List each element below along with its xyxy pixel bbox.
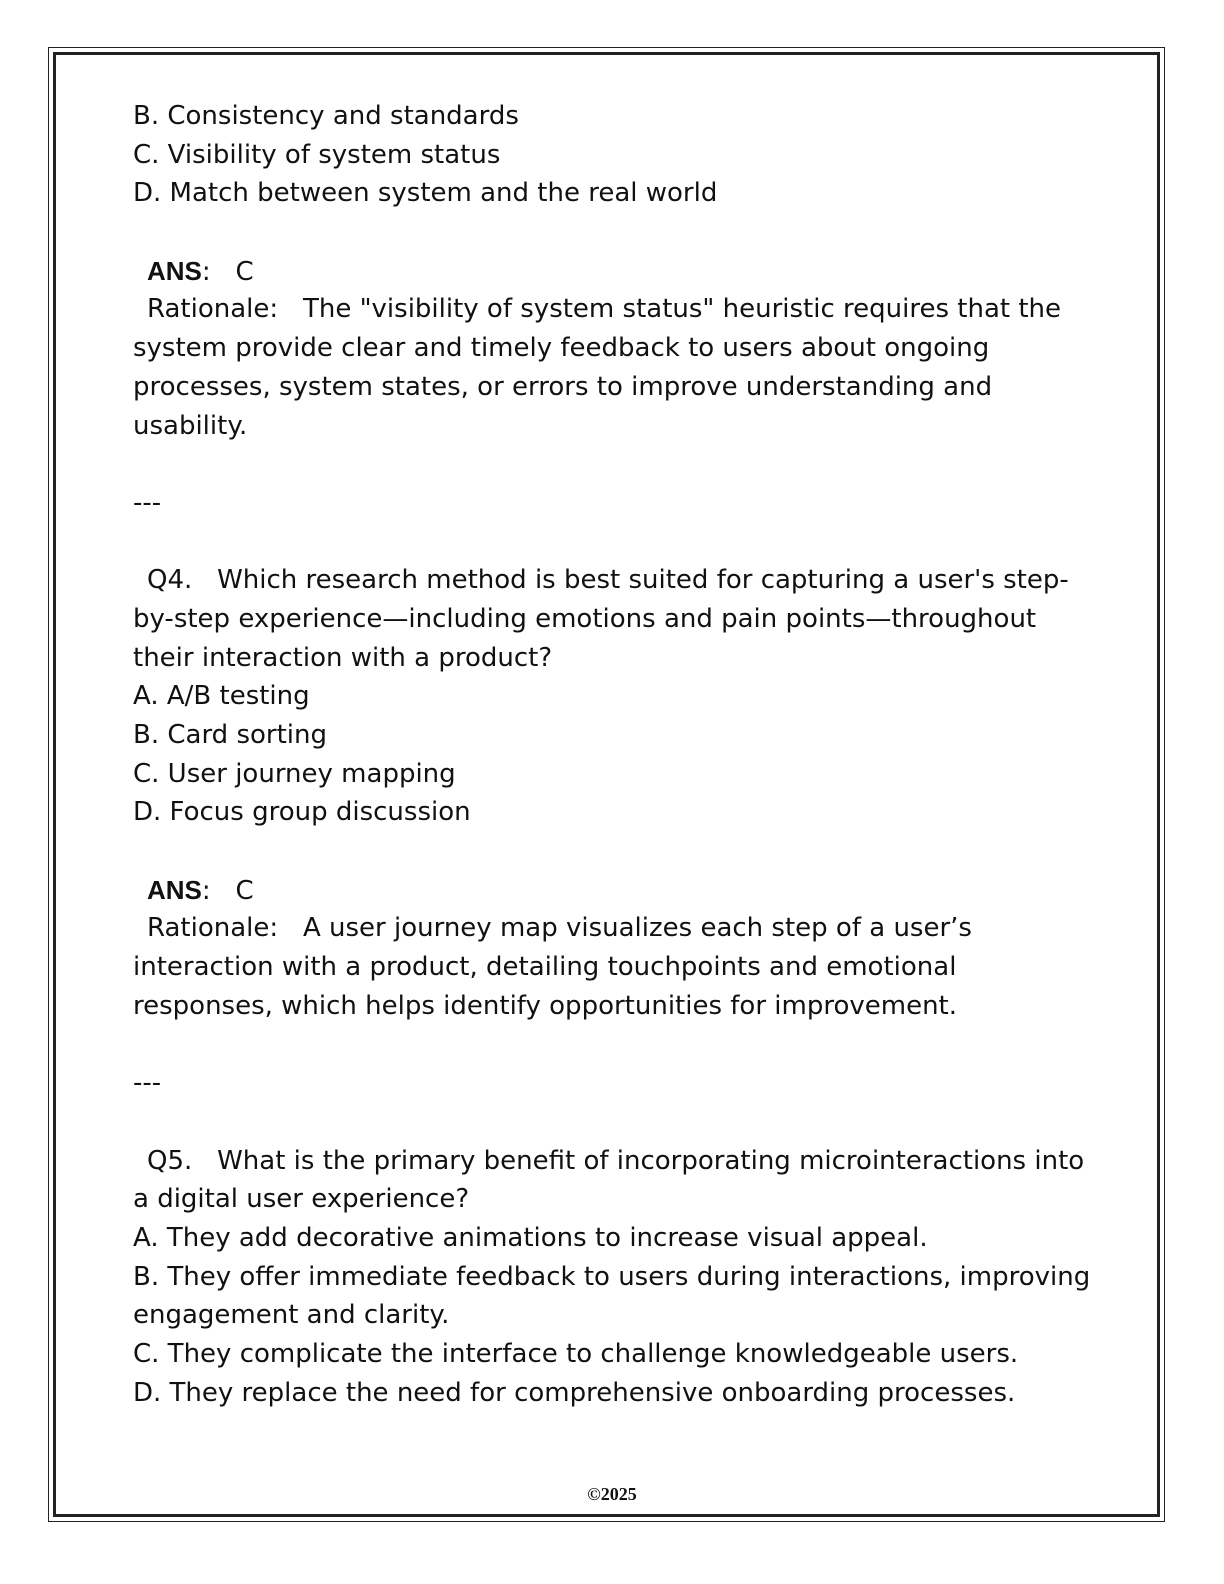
answer-value: C [235, 875, 254, 906]
prev-option-c: C. Visibility of system status [133, 139, 501, 170]
separator: --- [133, 1068, 162, 1099]
spacer [133, 1103, 1093, 1142]
q4-question-line-3: their interaction with a product? [133, 642, 553, 673]
q4-rationale-line-3: responses, which helps identify opportunities for improvement. [133, 990, 958, 1021]
prev-rationale-line-4: usability. [133, 410, 248, 441]
document-body [133, 97, 1093, 1412]
answer-colon: : [201, 256, 236, 287]
q5-question-line-1 [133, 1142, 1093, 1181]
prev-answer [133, 252, 1093, 291]
q5-option-a: A. They add decorative animations to increase visual appeal. [133, 1222, 928, 1253]
prev-option-d: D. Match between system and the real world [133, 178, 718, 209]
q4-option-a: A. A/B testing [133, 681, 310, 712]
q5-question-text: What is the primary benefit of incorporating microinteractions into [217, 1145, 1085, 1176]
q4-question-line-2: by-step experience—including emotions and pain points—throughout [133, 603, 1037, 634]
answer-label: ANS [147, 255, 202, 286]
answer-colon: : [201, 875, 236, 906]
spacer [133, 1026, 1093, 1065]
spacer [133, 523, 1093, 562]
answer-label: ANS [147, 874, 202, 905]
spacer [133, 832, 1093, 871]
q5-question-line-2: a digital user experience? [133, 1184, 470, 1215]
q4-rationale-line-1 [133, 909, 1093, 948]
rationale-label: Rationale: [147, 913, 279, 944]
q4-number: Q4. [147, 565, 193, 596]
rationale-label: Rationale: [147, 294, 279, 325]
q4-option-d: D. Focus group discussion [133, 797, 471, 828]
q5-option-d: D. They replace the need for comprehensive onboarding processes. [133, 1377, 1016, 1408]
rationale-text: A user journey map visualizes each step of a user’s [302, 913, 972, 944]
prev-option-b: B. Consistency and standards [133, 101, 519, 131]
prev-rationale-line-3: processes, system states, or errors to improve understanding and [133, 371, 993, 402]
copyright-footer: ©2025 [587, 1484, 637, 1504]
prev-rationale-line-1 [133, 290, 1093, 329]
q4-rationale-line-2: interaction with a product, detailing touchpoints and emotional [133, 952, 957, 983]
q4-question-text: Which research method is best suited for capturing a user's step- [217, 565, 1069, 596]
q4-question-line-1 [133, 561, 1093, 600]
q5-number: Q5. [147, 1145, 193, 1176]
rationale-text: The "visibility of system status" heuristic requires that the [302, 294, 1062, 325]
q5-option-c: C. They complicate the interface to challenge knowledgeable users. [133, 1339, 1019, 1369]
q4-answer [133, 871, 1093, 910]
q4-option-b: B. Card sorting [133, 720, 327, 750]
spacer [133, 445, 1093, 484]
q5-option-b: B. They offer immediate feedback to users during interactions, improving [133, 1261, 1091, 1292]
answer-value: C [235, 256, 254, 287]
q4-option-c: C. User journey mapping [133, 758, 456, 789]
q5-option-b-continued: engagement and clarity. [133, 1300, 450, 1331]
prev-rationale-line-2: system provide clear and timely feedback to users about ongoing [133, 333, 990, 364]
spacer [133, 213, 1093, 252]
separator: --- [133, 487, 162, 518]
